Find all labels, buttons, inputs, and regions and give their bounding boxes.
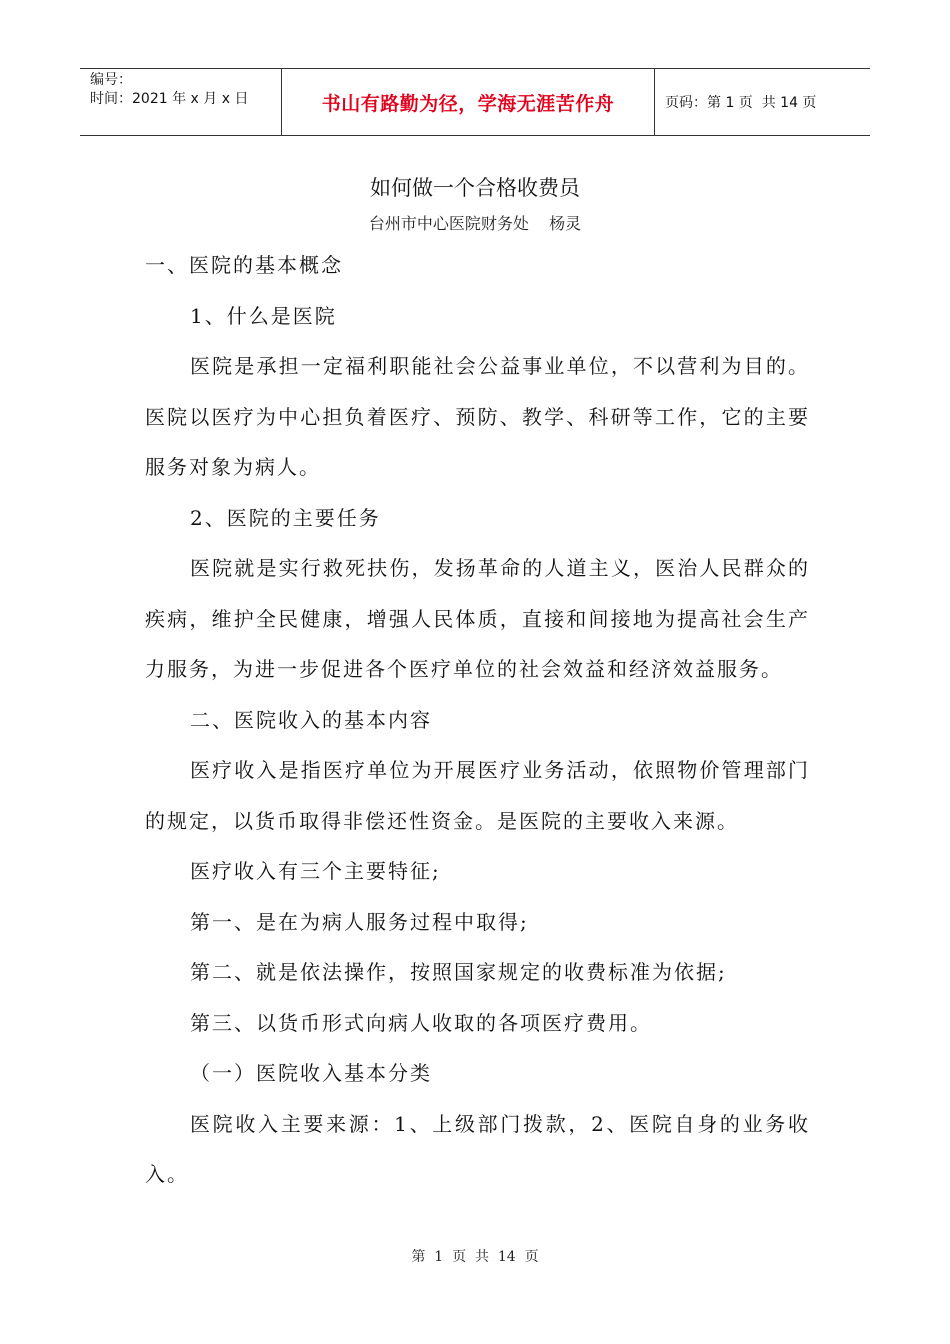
header-page-info-cell [655,69,870,135]
header-motto: 书山有路勤为径，学海无涯苦作舟 [281,69,655,135]
header-meta [80,69,281,135]
list-item: 第三、以货币形式向病人收取的各项医疗费用。 [190,1010,652,1035]
header-page-info: 页码：第 1 页 共 14 页 [665,95,817,111]
document-number-label: 编号： [90,72,132,88]
body-paragraph: 医院是承担一定福利职能社会公益事业单位，不以营利为目的。医院以医疗为中心担负着医疗、预防、教学、科研等工作，它的主要服务对象为病人。 [145,354,810,479]
document-date: 时间：2021 年 x 月 x 日 [90,91,249,107]
body-paragraph: 医院收入主要来源：1、上级部门拨款，2、医院自身的业务收入。 [145,1111,810,1186]
body-paragraph: 医院就是实行救死扶伤，发扬革命的人道主义，医治人民群众的疾病，维护全民健康，增强人民体质，直接和间接地为提高社会生产力服务，为进一步促进各个医疗单位的社会效益和经济效益服务。 [145,556,810,681]
page-footer: 第 1 页 共 14 页 [411,1249,539,1265]
subsection-heading: 1、什么是医院 [190,303,337,328]
subsection-heading: （一）医院收入基本分类 [190,1061,432,1085]
body-paragraph: 医疗收入是指医疗单位为开展医疗业务活动，依照物价管理部门的规定，以货币取得非偿还性资金。是医院的主要收入来源。 [145,758,810,833]
document-author: 台州市中心医院财务处 杨灵 [368,214,582,233]
list-item: 第一、是在为病人服务过程中取得; [190,909,529,934]
document-body [145,240,810,1200]
body-paragraph: 医疗收入有三个主要特征; [190,859,441,883]
subsection-heading: 2、医院的主要任务 [190,505,381,530]
document-title: 如何做一个合格收费员 [370,176,580,200]
document-header [80,68,870,136]
section-heading: 二、医院收入的基本内容 [190,707,432,732]
list-item: 第二、就是依法操作，按照国家规定的收费标准为依据; [190,960,727,984]
section-heading: 一、医院的基本概念 [145,253,343,277]
